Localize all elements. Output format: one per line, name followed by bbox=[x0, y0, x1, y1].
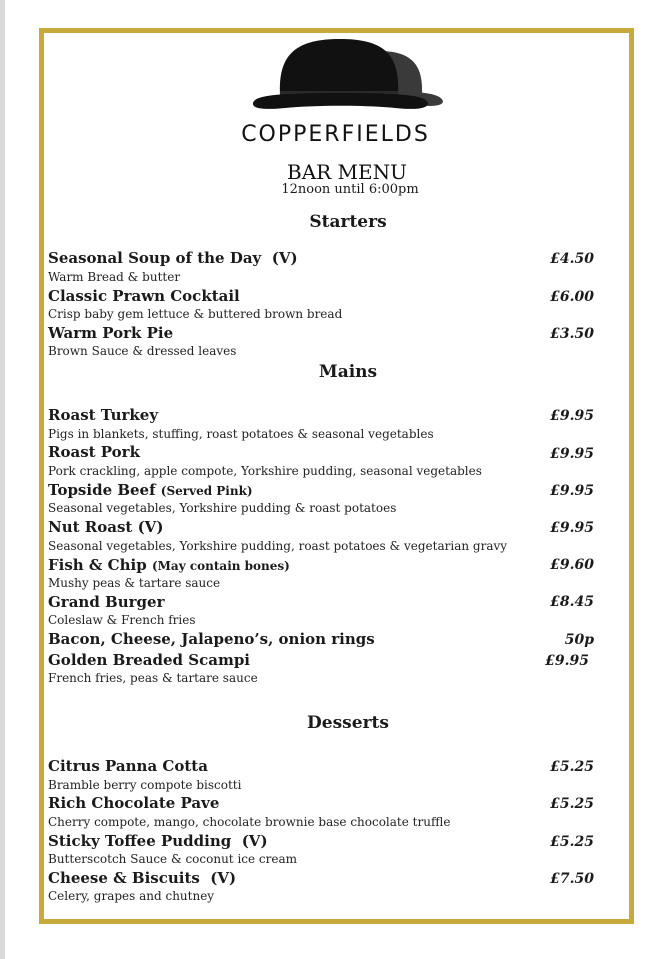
menu-item-description: Seasonal vegetables, Yorkshire pudding, roast potatoes & vegetarian gravy bbox=[48, 539, 508, 553]
menu-item-description: Warm Bread & butter bbox=[48, 270, 181, 284]
menu-item-description: Celery, grapes and chutney bbox=[48, 889, 215, 903]
menu-item-price: £5.25 bbox=[550, 759, 594, 775]
menu-item-name: Fish & Chip (May contain bones) bbox=[48, 556, 290, 574]
mains-heading: Mains bbox=[318, 362, 378, 382]
menu-item-description: French fries, peas & tartare sauce bbox=[48, 671, 258, 685]
menu-item-price: £9.95 bbox=[550, 520, 594, 536]
menu-item-name: Golden Breaded Scampi bbox=[48, 651, 251, 669]
menu-item-description: Pork crackling, apple compote, Yorkshire pudding, seasonal vegetables bbox=[48, 464, 482, 478]
opening-hours: 12noon until 6:00pm bbox=[281, 182, 419, 197]
menu-item-description: Cherry compote, mango, chocolate brownie base chocolate truffle bbox=[48, 815, 451, 829]
menu-item-name: Topside Beef (Served Pink) bbox=[48, 481, 253, 499]
menu-item-name: Warm Pork Pie bbox=[48, 324, 174, 342]
menu-item-description: Brown Sauce & dressed leaves bbox=[48, 344, 237, 358]
menu-item-name: Sticky Toffee Pudding (V) bbox=[48, 832, 268, 850]
menu-item-price: £9.95 bbox=[550, 483, 594, 499]
starters-heading: Starters bbox=[309, 212, 387, 232]
brand-name: COPPERFIELDS bbox=[241, 122, 430, 147]
desserts-heading: Desserts bbox=[307, 713, 389, 733]
menu-item-price: £5.25 bbox=[550, 834, 594, 850]
menu-item-name: Rich Chocolate Pave bbox=[48, 794, 220, 812]
menu-item-description: Mushy peas & tartare sauce bbox=[48, 576, 221, 590]
menu-item-price: £3.50 bbox=[550, 326, 594, 342]
menu-item-description: Pigs in blankets, stuffing, roast potatoes & seasonal vegetables bbox=[48, 427, 434, 441]
menu-item-price: £4.50 bbox=[550, 251, 594, 267]
menu-item-name: Roast Turkey bbox=[48, 406, 159, 424]
menu-title: BAR MENU bbox=[287, 160, 407, 184]
menu-item-price: £9.95 bbox=[550, 446, 594, 462]
menu-item-description: Seasonal vegetables, Yorkshire pudding & roast potatoes bbox=[48, 501, 397, 515]
menu-item-name: Grand Burger bbox=[48, 593, 165, 611]
menu-item-price: £9.95 bbox=[545, 653, 589, 669]
menu-item-name: Seasonal Soup of the Day (V) bbox=[48, 249, 298, 267]
menu-item-price: £7.50 bbox=[550, 871, 594, 887]
menu-item-name: Roast Pork bbox=[48, 443, 140, 461]
menu-item-name: Citrus Panna Cotta bbox=[48, 757, 208, 775]
menu-item-description: Bramble berry compote biscotti bbox=[48, 778, 242, 792]
menu-item-price: 50p bbox=[564, 632, 594, 648]
menu-item-description: Crisp baby gem lettuce & buttered brown bread bbox=[48, 307, 343, 321]
menu-item-name: Nut Roast (V) bbox=[48, 518, 164, 536]
menu-item-price: £8.45 bbox=[550, 594, 594, 610]
menu-item-name: Bacon, Cheese, Jalapeno’s, onion rings bbox=[48, 630, 375, 648]
menu-item-name: Classic Prawn Cocktail bbox=[48, 287, 240, 305]
menu-item-description: Butterscotch Sauce & coconut ice cream bbox=[48, 852, 298, 866]
menu-item-description: Coleslaw & French fries bbox=[48, 613, 196, 627]
menu-item-price: £9.95 bbox=[550, 408, 594, 424]
menu-item-name: Cheese & Biscuits (V) bbox=[48, 869, 237, 887]
menu-item-price: £5.25 bbox=[550, 796, 594, 812]
menu-item-price: £9.60 bbox=[550, 557, 594, 573]
menu-item-price: £6.00 bbox=[550, 289, 594, 305]
bowler-hat-logo bbox=[250, 33, 450, 115]
